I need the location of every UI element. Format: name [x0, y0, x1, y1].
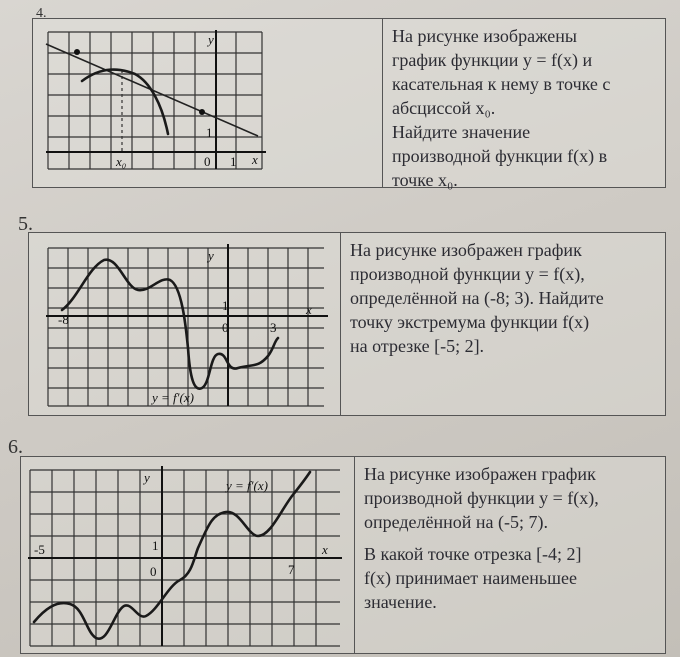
- problem-5-graph: [42, 238, 332, 410]
- problem-4-zero: 0: [204, 154, 211, 169]
- problem-5-number: 5.: [18, 213, 33, 235]
- problem-5-line-4: точку экстремума функции f(x): [350, 312, 590, 332]
- problem-4-line-4: абсциссой x₀.: [392, 98, 496, 118]
- problem-5-curve-label: y = f′(x): [152, 390, 194, 405]
- problem-4-one-x: 1: [230, 154, 237, 169]
- problem-6-left-bound: -5: [34, 542, 45, 557]
- problem-4-line-1: На рисунке изображены: [392, 26, 577, 46]
- problem-6-y-label: y: [144, 470, 150, 485]
- problem-6-line-6: значение.: [364, 592, 437, 612]
- problem-5-line-5: на отрезке [-5; 2].: [350, 336, 485, 356]
- problem-4-x0-label: x₀: [116, 154, 127, 169]
- problem-5-line-3: определённой на (-8; 3). Найдите: [350, 288, 604, 308]
- problem-5-text: [350, 238, 656, 358]
- problem-4-line-6: производной функции f(x) в: [392, 146, 608, 166]
- problem-6-x-label: x: [322, 542, 328, 557]
- problem-5-derivative-curve: [62, 260, 278, 389]
- problem-4-line-3: касательная к нему в точке с: [392, 74, 611, 94]
- problem-4-graph: [40, 24, 270, 176]
- problem-4-line-7: точке x₀.: [392, 170, 458, 190]
- problem-6-line-4: В какой точке отрезка [-4; 2]: [364, 544, 582, 564]
- problem-4-grid: [48, 32, 262, 169]
- problem-4-one-y: 1: [206, 125, 213, 140]
- problem-6-zero: 0: [150, 564, 157, 579]
- problem-6-number: 6.: [8, 436, 23, 458]
- problem-5-right-bound: 3: [270, 320, 277, 335]
- problem-6-line-1: На рисунке изображен график: [364, 464, 596, 484]
- problem-6-line-5: f(x) принимает наименьшее: [364, 568, 577, 588]
- problem-5-x-label: x: [306, 302, 312, 317]
- problem-5-y-label: y: [208, 248, 214, 263]
- problem-6-curve-label: y = f′(x): [226, 478, 268, 493]
- problem-6-right-bound: 7: [288, 562, 295, 577]
- problem-5-left-bound: -8: [58, 312, 69, 327]
- problem-4-x-label: x: [252, 152, 258, 167]
- problem-6-text: [364, 462, 660, 614]
- problem-5-line-1: На рисунке изображен график: [350, 240, 582, 260]
- problem-6-line-3: определённой на (-5; 7).: [364, 512, 549, 532]
- problem-4-line-2: график функции y = f(x) и: [392, 50, 593, 70]
- problem-4-line-5: Найдите значение: [392, 122, 531, 142]
- problem-4-text: [392, 24, 658, 192]
- problem-4-tangent-point-a: [74, 49, 80, 55]
- problem-5-zero: 0: [222, 320, 229, 335]
- problem-5-one: 1: [222, 298, 229, 313]
- problem-6-one: 1: [152, 538, 159, 553]
- problem-4-function-curve: [82, 70, 168, 134]
- problem-4-tangent-point-b: [199, 109, 205, 115]
- problem-4-number: 4.: [36, 6, 47, 21]
- problem-6-derivative-curve: [34, 472, 310, 639]
- problem-5-line-2: производной функции y = f(x),: [350, 264, 585, 284]
- problem-6-line-2: производной функции y = f(x),: [364, 488, 599, 508]
- problem-4-y-label: y: [208, 32, 214, 47]
- problem-6-graph: [26, 462, 346, 650]
